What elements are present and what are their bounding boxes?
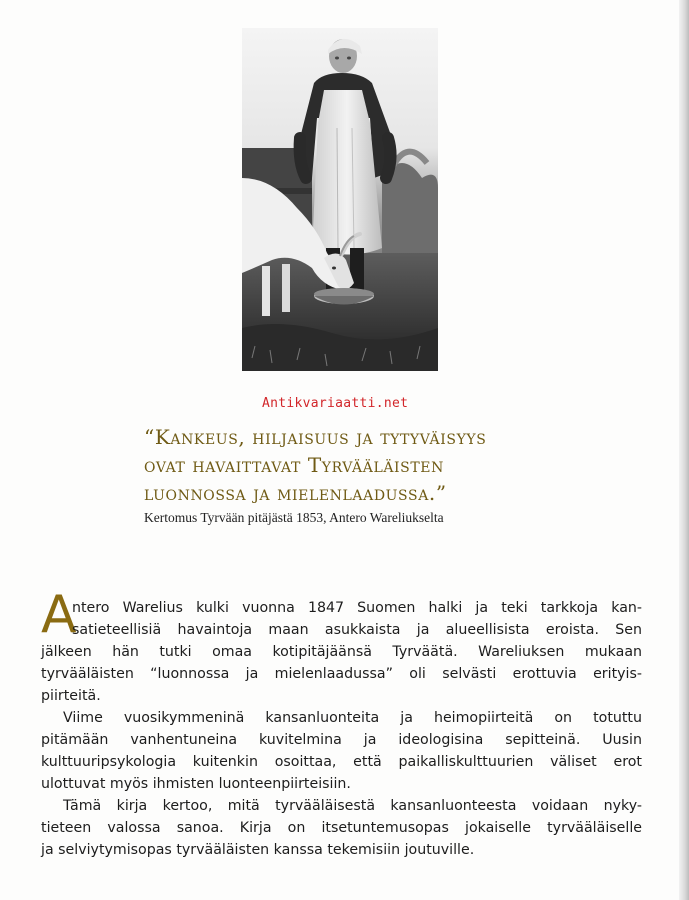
text-line: piirteitä.	[41, 688, 101, 704]
text-line: kulttuuripsykologia kuitenkin osoittaa, että paikalliskulttuurien väliset erot	[41, 754, 642, 770]
paragraph	[41, 597, 642, 707]
text-line: Tämä kirja kertoo, mitä tyrvääläisestä kansanluonteesta voidaan nyky-	[63, 798, 642, 814]
quote-line: “Kankeus, hiljaisuus ja tytyväisyys	[144, 425, 487, 449]
text-line: ja selviytymisopas tyrvääläisten kanssa tekemisiin joutuville.	[41, 842, 475, 858]
watermark-text: Antikvariaatti.net	[262, 396, 409, 411]
text-line: pitämään vanhentuneina kuvitelmina ja ideologisina sepitteinä. Uusin	[41, 732, 642, 748]
quote-line: luonnossa ja mielenlaadussa.”	[144, 481, 447, 505]
text-line: ntero Warelius kulki vuonna 1847 Suomen halki ja teki tarkkoja kan-	[72, 600, 642, 616]
text-line: tyrvääläisten “luonnossa ja mielenlaadussa” oli selvästi erottuvia erityis-	[41, 666, 642, 682]
text-line: jälkeen hän tutki omaa kotipitäjäänsä Tyrväätä. Wareliuksen mukaan	[41, 644, 642, 660]
text-line: tieteen valossa sanoa. Kirja on itsetuntemusopas jokaiselle tyrvääläiselle	[41, 820, 642, 836]
text-line: satieteellisiä havaintoja maan asukkaista ja alueellisista eroista. Sen	[72, 622, 642, 638]
epigraph-quote	[144, 423, 564, 507]
quote-line: ovat havaittavat Tyrvääläisten	[144, 453, 444, 477]
paragraph	[41, 707, 642, 795]
quote-source: Kertomus Tyrvään pitäjästä 1853, Antero Wareliukselta	[144, 510, 444, 525]
cover-photo-woman-and-goat	[242, 28, 438, 371]
text-line: ulottuvat myös ihmisten luonteenpiirteisiin.	[41, 776, 351, 792]
drop-cap-letter: A	[41, 585, 77, 645]
paragraph	[41, 795, 642, 861]
page-edge-shadow	[679, 0, 689, 900]
photo-illustration	[242, 28, 438, 371]
blurb-body-text	[41, 597, 642, 861]
text-line: Viime vuosikymmeninä kansanluonteita ja heimopiirteitä on totuttu	[63, 710, 642, 726]
